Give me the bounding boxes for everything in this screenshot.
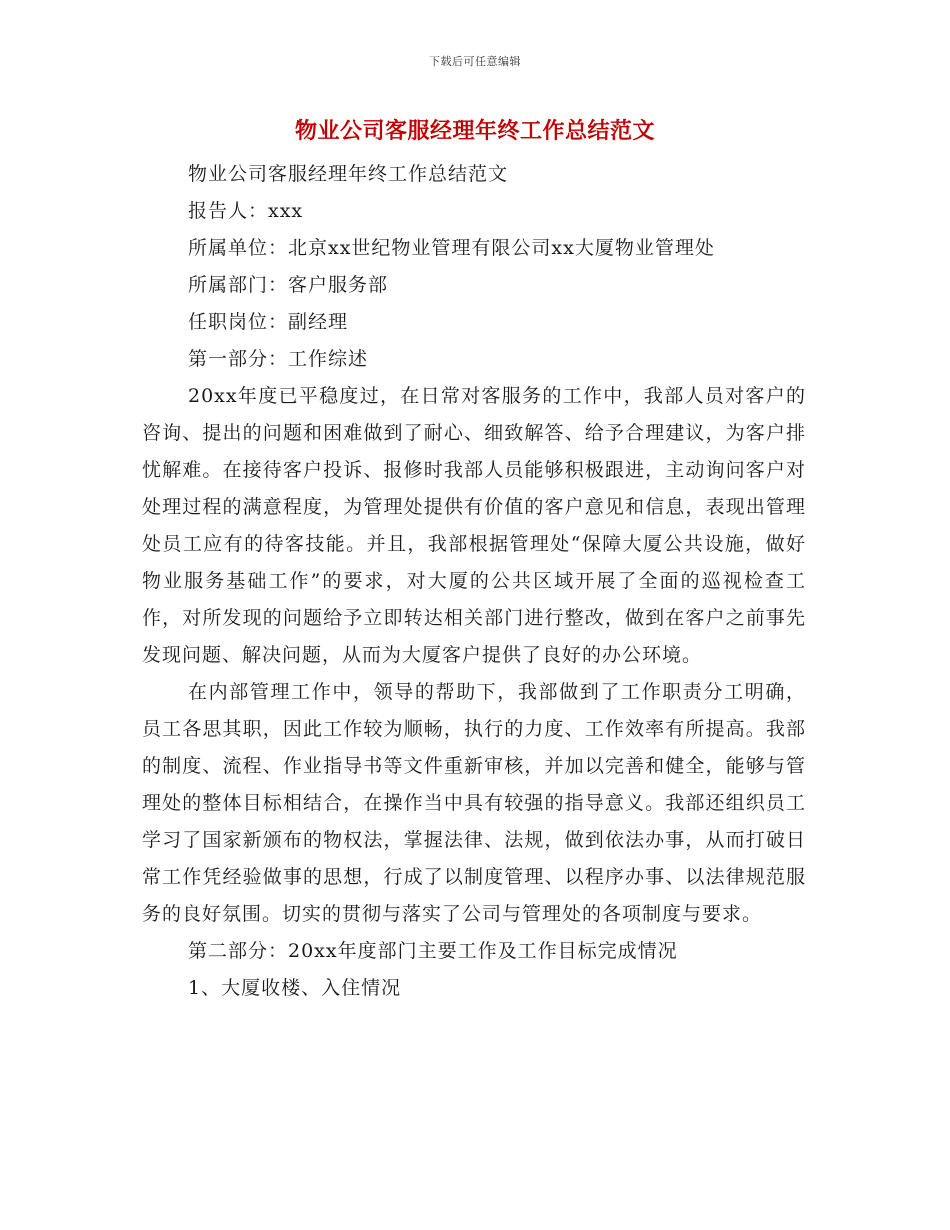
department-line: 所属部门：客户服务部 [188,274,389,296]
document-body [142,156,806,1007]
paragraph-internal-management: 在内部管理工作中，领导的帮助下，我部做到了工作职责分工明确，员工各思其职，因此工作较为顺畅，执行的力度、工作效率有所提高。我部的制度、流程、作业指导书等文件重新审核，并加以完善和健全，能够与管理处的整体目标相结合，在操作当中具有较强的指导意义。我部还组织员工学习了国家新颁布的物权法，掌握法律、法规，做到依法办事，从而打破日常工作凭经验做事的思想，行成了以制度管理、以程序办事、以法律规范服务的良好氛围。切实的贯彻与落实了公司与管理处的各项制度与要求。 [142,681,806,925]
document-title: 物业公司客服经理年终工作总结范文 [294,119,655,144]
part1-heading: 第一部分：工作综述 [188,348,369,370]
header-note: 下载后可任意编辑 [429,55,521,68]
paragraph-overview: 20xx年度已平稳度过，在日常对客服务的工作中，我部人员对客户的咨询、提出的问题和困难做到了耐心、细致解答、给予合理建议，为客户排忧解难。在接待客户投诉、报修时我部人员能够积极跟进，主动询问客户对处理过程的满意程度，为管理处提供有价值的客户意见和信息，表现出管理处员工应有的待客技能。并且，我部根据管理处“保障大厦公共设施，做好物业服务基础工作”的要求，对大厦的公共区域开展了全面的巡视检查工作，对所发现的问题给予立即转达相关部门进行整改，做到在客户之前事先发现问题、解决问题，从而为大厦客户提供了良好的办公环境。 [142,385,806,666]
subtitle-line: 物业公司客服经理年终工作总结范文 [188,163,509,185]
item1-heading: 1、大厦收楼、入住情况 [188,977,402,999]
part2-heading: 第二部分：20xx年度部门主要工作及工作目标完成情况 [188,940,678,962]
reporter-line: 报告人：xxx [188,200,304,222]
position-line: 任职岗位：副经理 [188,311,349,333]
unit-line: 所属单位：北京xx世纪物业管理有限公司xx大厦物业管理处 [188,237,715,259]
